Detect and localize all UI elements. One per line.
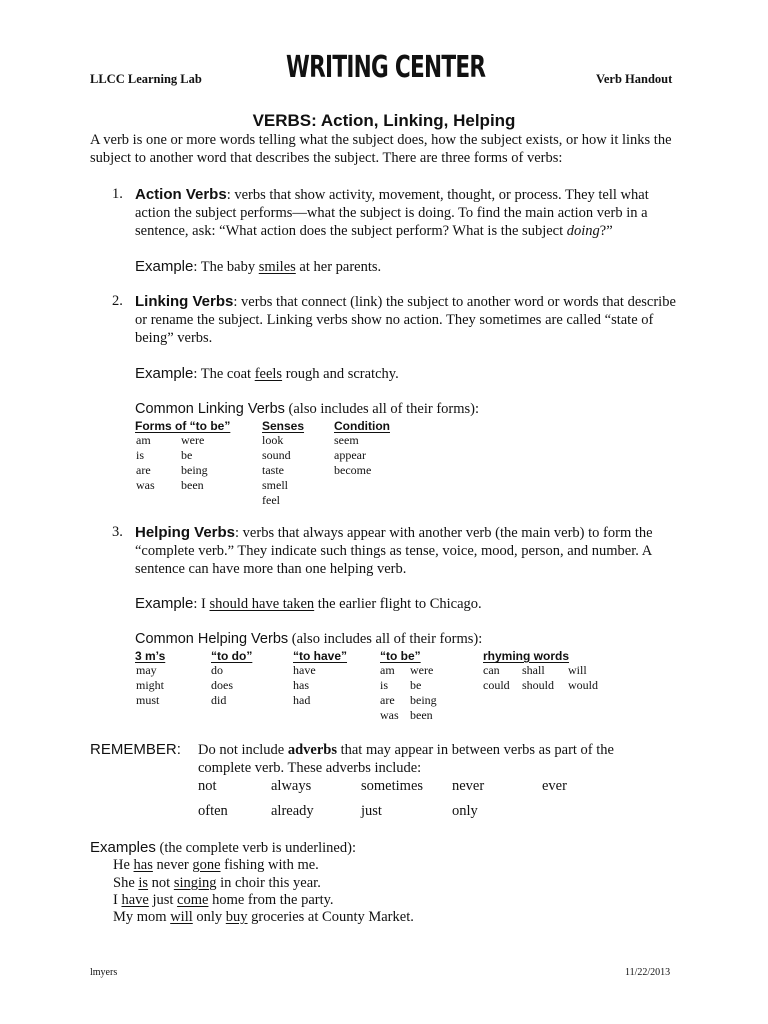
sentence-text: I bbox=[113, 892, 122, 908]
example-sentence bbox=[113, 892, 334, 909]
list-item: been bbox=[410, 708, 433, 722]
col-to-do: “to do” bbox=[211, 649, 253, 663]
helping-example-pre: : I bbox=[193, 596, 210, 612]
sentence-verb: buy bbox=[225, 909, 248, 925]
helping-example-verb: should have taken bbox=[209, 596, 315, 612]
col-condition: Condition bbox=[334, 419, 390, 433]
sentence-verb: will bbox=[170, 909, 193, 925]
list-item: must bbox=[136, 693, 160, 707]
list-item: does bbox=[211, 678, 233, 692]
remember-text-bold: adverbs bbox=[287, 742, 337, 758]
common-helping-label: Common Helping Verbs bbox=[135, 631, 289, 647]
action-text-italic: doing bbox=[566, 223, 600, 239]
list-item: are bbox=[380, 693, 395, 707]
adverb-item: always bbox=[271, 778, 312, 794]
common-linking-heading bbox=[135, 401, 479, 418]
sentence-text: in choir this year. bbox=[216, 875, 321, 891]
sentence-verb: is bbox=[138, 875, 149, 891]
list-item: have bbox=[293, 663, 316, 677]
action-number: 1. bbox=[112, 186, 123, 202]
remember-text-post: that may appear in between verbs as part of the complete verb. These adverbs include: bbox=[198, 742, 614, 776]
list-item: are bbox=[136, 463, 151, 477]
list-item: look bbox=[262, 433, 284, 447]
adverb-item: often bbox=[198, 803, 228, 819]
remember-text-pre: Do not include bbox=[198, 742, 288, 758]
sentence-verb: gone bbox=[192, 857, 221, 873]
example-sentence bbox=[113, 875, 321, 892]
adverb-item: just bbox=[361, 803, 382, 819]
list-item: were bbox=[410, 663, 434, 677]
linking-example-label: Example bbox=[135, 365, 194, 382]
action-example bbox=[135, 258, 680, 276]
list-item: could bbox=[483, 678, 510, 692]
linking-paragraph bbox=[135, 293, 680, 347]
linking-example-pre: : The coat bbox=[193, 366, 255, 382]
col-to-be: “to be” bbox=[380, 649, 421, 663]
list-item: might bbox=[136, 678, 165, 692]
sentence-text: My mom bbox=[113, 909, 171, 925]
helping-label: Helping Verbs bbox=[135, 524, 236, 541]
list-item: is bbox=[380, 678, 389, 692]
sentence-text: not bbox=[148, 875, 174, 891]
helping-example-post: the earlier flight to Chicago. bbox=[314, 596, 482, 612]
sentence-verb: singing bbox=[173, 875, 217, 891]
sentence-verb: have bbox=[121, 892, 149, 908]
linking-example bbox=[135, 365, 680, 383]
action-example-label: Example bbox=[135, 258, 194, 275]
sentence-text: never bbox=[152, 857, 193, 873]
helping-to-be-col-a bbox=[380, 663, 399, 723]
examples-label: Examples bbox=[90, 839, 156, 856]
helping-number: 3. bbox=[112, 524, 123, 540]
sentence-text: groceries at County Market. bbox=[247, 909, 414, 925]
list-item: will bbox=[568, 663, 587, 677]
common-helping-heading bbox=[135, 631, 482, 648]
sentence-text: fishing with me. bbox=[220, 857, 319, 873]
linking-example-verb: feels bbox=[254, 366, 283, 382]
intro-paragraph: A verb is one or more words telling what the subject does, how the subject exists, or how it links the subject to another word that describes the subject. There are three forms of verbs: bbox=[90, 132, 672, 166]
common-helping-note: (also includes all of their forms): bbox=[288, 631, 483, 647]
list-item: be bbox=[181, 448, 193, 462]
writing-center-logo: WRITING CENTER bbox=[286, 50, 486, 85]
common-linking-label: Common Linking Verbs bbox=[135, 401, 285, 417]
list-item: may bbox=[136, 663, 157, 677]
examples-note: (the complete verb is underlined): bbox=[155, 840, 356, 856]
helping-example bbox=[135, 595, 680, 613]
list-item: am bbox=[380, 663, 395, 677]
list-item: become bbox=[334, 463, 372, 477]
list-item: has bbox=[293, 678, 309, 692]
linking-number: 2. bbox=[112, 293, 123, 309]
remember-colon: : bbox=[176, 741, 181, 758]
list-item: seem bbox=[334, 433, 359, 447]
helping-paragraph bbox=[135, 524, 680, 578]
list-item: was bbox=[380, 708, 399, 722]
linking-to-be-col-b bbox=[181, 433, 208, 493]
sentence-verb: has bbox=[133, 857, 153, 873]
list-item: shall bbox=[522, 663, 545, 677]
col-senses: Senses bbox=[262, 419, 305, 433]
sentence-text: She bbox=[113, 875, 139, 891]
helping-example-label: Example bbox=[135, 595, 194, 612]
linking-senses-col bbox=[262, 433, 291, 508]
list-item: should bbox=[522, 678, 555, 692]
list-item: sound bbox=[262, 448, 291, 462]
list-item: is bbox=[136, 448, 145, 462]
action-paragraph bbox=[135, 186, 680, 240]
list-item: can bbox=[483, 663, 500, 677]
action-text-1: : verbs that show activity, movement, thought, or process. They tell what action the subject performs—what the subject is doing. To find the main action verb in a sentence, ask: “What action does the subject perform? What is the subject bbox=[135, 187, 649, 239]
action-text-2: ?” bbox=[599, 223, 613, 239]
linking-condition-col bbox=[334, 433, 371, 478]
list-item: being bbox=[181, 463, 208, 477]
sentence-text: only bbox=[192, 909, 226, 925]
sentence-verb: come bbox=[177, 892, 209, 908]
remember-text bbox=[198, 741, 668, 777]
helping-rhyme-col-a bbox=[483, 663, 510, 693]
list-item: did bbox=[211, 693, 227, 707]
action-example-pre: : The baby bbox=[193, 259, 259, 275]
helping-to-do-col bbox=[211, 663, 233, 708]
remember-heading bbox=[90, 741, 181, 758]
helping-3ms-col bbox=[136, 663, 164, 708]
list-item: feel bbox=[262, 493, 280, 507]
adverb-item: only bbox=[452, 803, 478, 819]
helping-rhyme-col-c bbox=[568, 663, 598, 693]
remember-label: REMEMBER bbox=[90, 741, 177, 758]
adverb-item: ever bbox=[542, 778, 567, 794]
helping-text: : verbs that always appear with another verb (the main verb) to form the “complete verb.” They indicate such things as tense, voice, mood, person, and number. A sentence can have more than one helping verb. bbox=[135, 525, 653, 577]
col-rhyming-words: rhyming words bbox=[483, 649, 570, 663]
list-item: were bbox=[181, 433, 205, 447]
adverb-item: sometimes bbox=[361, 778, 424, 794]
list-item: would bbox=[568, 678, 598, 692]
sentence-text: He bbox=[113, 857, 134, 873]
col-to-have: “to have” bbox=[293, 649, 348, 663]
list-item: appear bbox=[334, 448, 366, 462]
helping-rhyme-col-b bbox=[522, 663, 554, 693]
example-sentence bbox=[113, 909, 414, 926]
col-3ms: 3 m’s bbox=[135, 649, 166, 663]
examples-heading bbox=[90, 839, 356, 857]
page-title: VERBS: Action, Linking, Helping bbox=[252, 111, 516, 130]
sentence-text: home from the party. bbox=[208, 892, 334, 908]
list-item: am bbox=[136, 433, 151, 447]
action-example-verb: smiles bbox=[258, 259, 296, 275]
adverb-item: not bbox=[198, 778, 217, 794]
linking-to-be-col-a bbox=[136, 433, 155, 493]
example-sentence bbox=[113, 857, 319, 874]
linking-example-post: rough and scratchy. bbox=[282, 366, 399, 382]
adverb-item: already bbox=[271, 803, 314, 819]
list-item: be bbox=[410, 678, 422, 692]
helping-to-be-col-b bbox=[410, 663, 437, 723]
action-example-post: at her parents. bbox=[295, 259, 382, 275]
footer-date: 11/22/2013 bbox=[625, 967, 671, 978]
list-item: taste bbox=[262, 463, 284, 477]
list-item: do bbox=[211, 663, 223, 677]
linking-text: : verbs that connect (link) the subject to another word or words that describe or rename the subject. Linking verbs show no action. They sometimes are called “state of being” verbs. bbox=[135, 294, 676, 346]
footer-author: lmyers bbox=[90, 967, 118, 978]
header-right-label: Verb Handout bbox=[596, 72, 673, 86]
helping-to-have-col bbox=[293, 663, 316, 708]
sentence-text: just bbox=[148, 892, 178, 908]
list-item: had bbox=[293, 693, 311, 707]
list-item: smell bbox=[262, 478, 288, 492]
col-forms-to-be: Forms of “to be” bbox=[135, 419, 231, 433]
list-item: been bbox=[181, 478, 204, 492]
linking-label: Linking Verbs bbox=[135, 293, 234, 310]
adverb-item: never bbox=[452, 778, 485, 794]
common-linking-note: (also includes all of their forms): bbox=[284, 401, 480, 417]
list-item: was bbox=[136, 478, 155, 492]
list-item: being bbox=[410, 693, 437, 707]
header-left-label: LLCC Learning Lab bbox=[90, 72, 202, 86]
action-label: Action Verbs bbox=[135, 186, 227, 203]
